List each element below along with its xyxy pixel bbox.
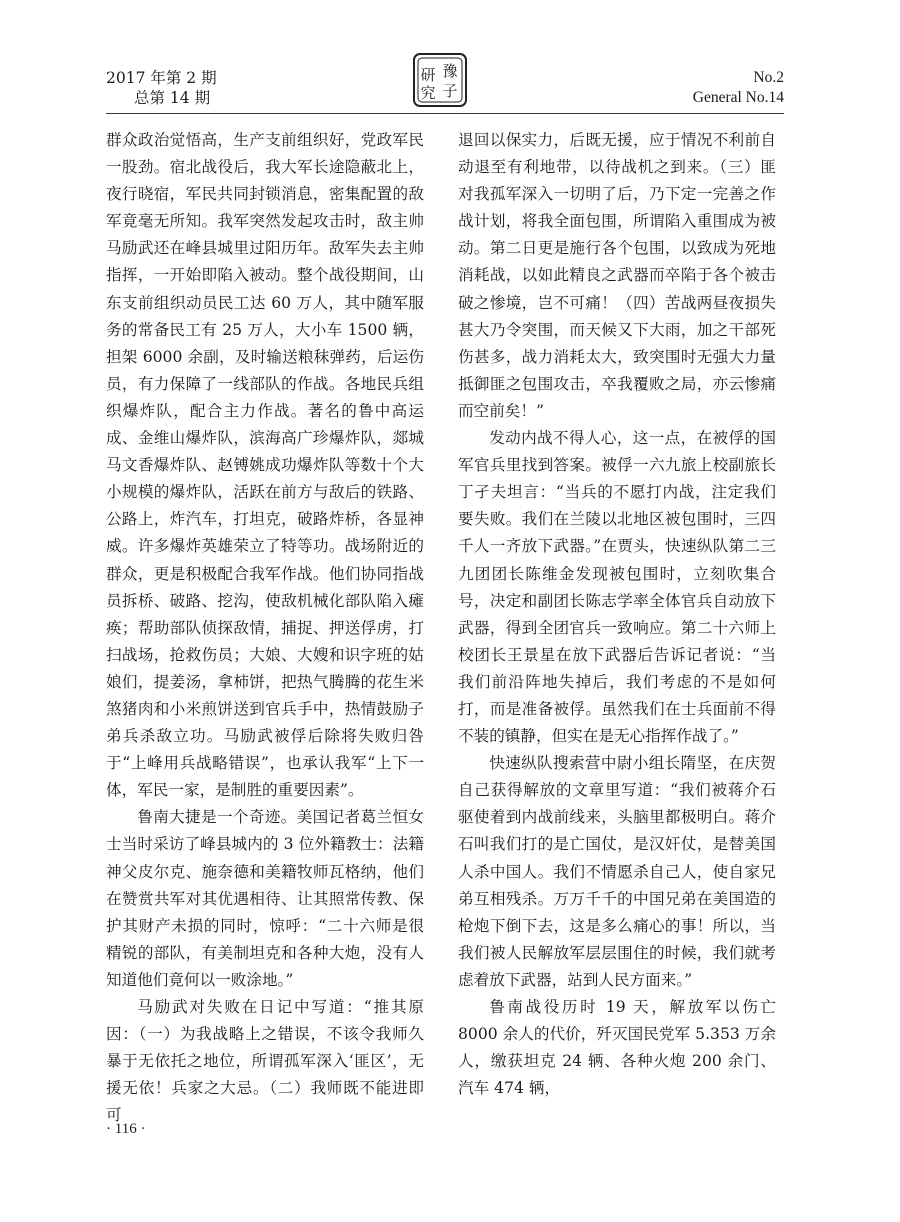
- svg-text:子: 子: [442, 82, 458, 100]
- paragraph: 快速纵队搜索营中尉小组长隋坚，在庆贺自己获得解放的文章里写道：“我们被蒋介石驱使着到内战前线来，头脑里都极明白。蒋介石叫我们打的是亡国仗，是汉奸仗，是替美国人杀中国人。我们不情愿杀自己人，使自家兄弟互相残杀。万万千千的中国兄弟在美国造的枪炮下倒下去，这是多么痛心的事！所以，当我们被人民解放军层层围住的时候，我们就考虑着放下武器，站到人民方面来。”: [458, 754, 776, 989]
- page-number: · 116 ·: [106, 1121, 146, 1137]
- seal-logo-icon: [412, 52, 468, 108]
- left-column: [106, 127, 424, 1129]
- paragraph: 退回以保实力，后既无援，应于情况不利前自动退至有利地带，以待战机之到来。（三）匪对我孤军深入一切明了后，乃下定一完善之作战计划，将我全面包围，所谓陷入重围成为被动。第二日更是施行各个包围，以致成为死地消耗战，以如此精良之武器而卒陷于各个被击破之惨境，岂不可痛！（四）苦战两昼夜损失甚大乃令突围，而天候又下大雨，加之干部死伤甚多，战力消耗太大，致突围时无强大力量抵御匪之包围攻击，卒我覆败之局，亦云惨痛而空前矣！”: [458, 131, 776, 420]
- issue-year-number: 2017 年第 2 期: [106, 69, 217, 87]
- journal-number-en: [693, 68, 784, 108]
- paragraph: 鲁南大捷是一个奇迹。美国记者葛兰恒女士当时采访了峰县城内的 3 位外籍教士：法籍神父皮尔克、施奈德和美籍牧师瓦格纳，他们在赞赏共军对其优遇相待、让其照常传教、保护其财产未损的同时，惊呼：“二十六师是很精锐的部队，有美制坦克和各种大炮，没有人知道他们竟何以一败涂地。”: [106, 808, 424, 989]
- svg-text:究: 究: [420, 84, 436, 102]
- issue-total-number: 总第 14 期: [134, 89, 211, 107]
- general-no-en: General No.14: [692, 89, 784, 106]
- paragraph: 马励武对失败在日记中写道：“推其原因：（一）为我战略上之错误，不该令我师久暴于无依托之地位，所谓孤军深入‘匪区’，无援无依！兵家之大忌。（二）我师既不能进即可: [106, 998, 424, 1125]
- svg-text:研: 研: [420, 66, 436, 84]
- paragraph: 鲁南战役历时 19 天，解放军以伤亡 8000 余人的代价，歼灭国民党军 5.353 万余人，缴获坦克 24 辆、各种火炮 200 余门、汽车 474 辆，: [458, 998, 776, 1098]
- journal-logo: [412, 52, 468, 108]
- paragraph: 发动内战不得人心，这一点，在被俘的国军官兵里找到答案。被俘一六九旅上校副旅长丁孑夫坦言：“当兵的不愿打内战，注定我们要失败。我们在兰陵以北地区被包围时，三四千人一齐放下武器。”在贾头，快速纵队第二三九团团长陈维金发现被包围时，立刻吹集合号，决定和副团长陈志学率全体官兵自动放下武器，得到全团官兵一致响应。第二十六师上校团长王景星在放下武器后告诉记者说：“当我们前沿阵地失掉后，我们考虑的不是如何打，而是准备被俘。虽然我们在士兵面前不得不装的镇静，但实在是无心指挥作战了。”: [458, 429, 776, 746]
- right-column: [458, 127, 776, 1102]
- journal-issue: [106, 68, 217, 108]
- issue-no-en: No.2: [753, 69, 784, 86]
- paragraph: 群众政治觉悟高，生产支前组织好，党政军民一股劲。宿北战役后，我大军长途隐蔽北上，夜行晓宿，军民共同封锁消息，密集配置的敌军竟毫无所知。我军突然发起攻击时，敌主帅马励武还在峰县城里过阳历年。敌军失去主帅指挥，一开始即陷入被动。整个战役期间，山东支前组织动员民工达 60 万人，其中随军服务的常备民工有 25 万人，大小车 1500 辆，担架 6000 余副，及时输送粮秣弹药，后运伤员，有力保障了一线部队的作战。各地民兵组织爆炸队，配合主力作战。著名的鲁中高运成、金维山爆炸队，滨海高广珍爆炸队，郯城马文香爆炸队、赵镈姚成功爆炸队等数十个大小规模的爆炸队，活跃在前方与敌后的铁路、公路上，炸汽车，打坦克，破路炸桥，各显神威。许多爆炸英雄荣立了特等功。战场附近的群众，更是积极配合我军作战。他们协同指战员拆桥、破路、挖沟，使敌机械化部队陷入瘫痪；帮助部队侦探敌情，捕捉、押送俘虏，打扫战场，抢救伤员；大娘、大嫂和识字班的姑娘们，提姜汤，拿柿饼，把热气腾腾的花生米煞猪肉和小米煎饼送到官兵手中，热情鼓励子弟兵杀敌立功。马励武被俘后除将失败归咎于“上峰用兵战略错误”，也承认我军“上下一体，军民一家，是制胜的重要因素”。: [106, 131, 424, 800]
- header-divider: [106, 113, 784, 114]
- svg-text:豫: 豫: [442, 62, 458, 80]
